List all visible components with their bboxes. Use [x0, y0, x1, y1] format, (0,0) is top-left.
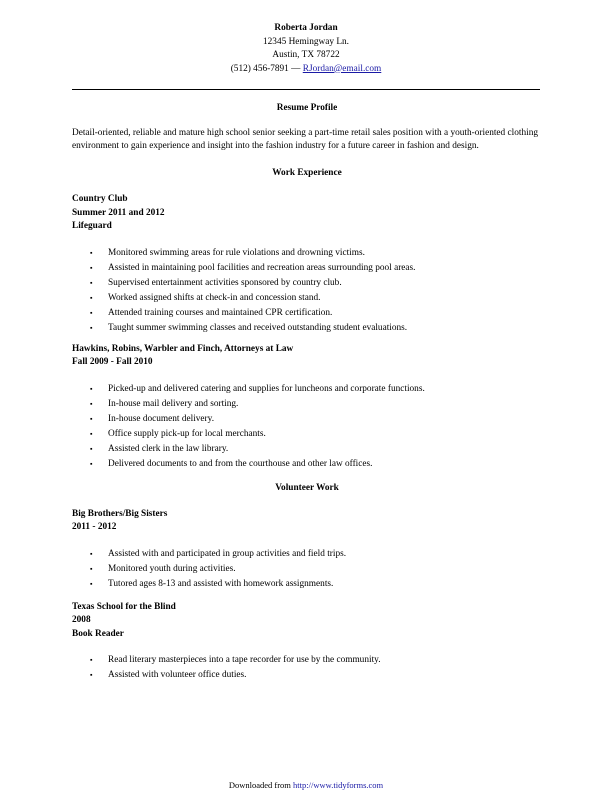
list-item: ▪ Read literary masterpieces into a tape recorder for use by the community. — [90, 655, 381, 665]
bullet-icon: ▪ — [90, 564, 93, 573]
list-item: ▪ Supervised entertainment activities sponsored by country club. — [90, 277, 342, 288]
resume-body — [72, 102, 542, 684]
job-duties-list — [72, 247, 542, 337]
bullet-icon: ▪ — [90, 414, 93, 423]
bullet-icon: ▪ — [90, 293, 93, 302]
list-item: ▪ Attended training courses and maintained CPR certification. — [90, 307, 333, 318]
list-item: ▪ Assisted clerk in the law library. — [90, 443, 229, 454]
list-item: ▪ Monitored youth during activities. — [90, 563, 236, 574]
city-state-zip: Austin, TX 78722 — [272, 50, 340, 60]
job-employer: Hawkins, Robins, Warbler and Finch, Attorneys at Law — [72, 343, 294, 354]
volunteer-role: Book Reader — [72, 628, 124, 639]
list-item: ▪ Assisted in maintaining pool facilities and recreation areas surrounding pool areas. — [90, 262, 416, 273]
bullet-icon: ▪ — [90, 549, 93, 558]
applicant-name: Roberta Jordan — [274, 23, 338, 33]
bullet-icon: ▪ — [90, 384, 93, 393]
contact-header — [0, 22, 612, 76]
section-title-work: Work Experience — [272, 168, 342, 178]
job-entry — [72, 343, 542, 473]
list-item: ▪ Delivered documents to and from the courthouse and other law offices. — [90, 458, 373, 469]
bullet-icon: ▪ — [90, 323, 93, 332]
list-item: ▪ In-house mail delivery and sorting. — [90, 398, 239, 409]
list-item: ▪ In-house document delivery. — [90, 413, 215, 424]
section-title-profile: Resume Profile — [276, 103, 338, 113]
header-divider — [72, 89, 540, 90]
job-duties-list — [72, 383, 542, 473]
job-title: Lifeguard — [72, 221, 112, 231]
bullet-icon: ▪ — [90, 278, 93, 287]
page-footer — [0, 780, 612, 790]
job-employer: Country Club — [72, 194, 128, 204]
volunteer-duties-list — [72, 654, 542, 684]
volunteer-org: Texas School for the Blind — [72, 601, 176, 612]
volunteer-entry — [72, 508, 542, 593]
footer-link[interactable]: http://www.tidyforms.com — [293, 780, 384, 790]
bullet-icon: ▪ — [90, 248, 93, 257]
volunteer-entry — [72, 601, 542, 685]
bullet-icon: ▪ — [90, 399, 93, 408]
list-item: ▪ Office supply pick-up for local merchants. — [90, 428, 266, 439]
job-entry — [72, 193, 542, 337]
bullet-icon: ▪ — [90, 671, 93, 679]
bullet-icon: ▪ — [90, 444, 93, 453]
profile-summary: Detail-oriented, reliable and mature high school senior seeking a part-time retail sales position with a youth-oriented clothing environment to gain experience and insight into the fashion industry for a future career in fashion and design. — [72, 128, 538, 151]
volunteer-dates: 2011 - 2012 — [72, 522, 117, 532]
bullet-icon: ▪ — [90, 459, 93, 468]
phone-number: (512) 456-7891 — — [230, 63, 303, 74]
bullet-icon: ▪ — [90, 656, 93, 664]
list-item: ▪ Assisted with and participated in group activities and field trips. — [90, 548, 347, 559]
volunteer-duties-list — [72, 548, 542, 593]
bullet-icon: ▪ — [90, 263, 93, 272]
volunteer-org: Big Brothers/Big Sisters — [72, 508, 168, 519]
list-item: ▪ Assisted with volunteer office duties. — [90, 670, 247, 680]
bullet-icon: ▪ — [90, 429, 93, 438]
list-item: ▪ Taught summer swimming classes and received outstanding student evaluations. — [90, 322, 408, 333]
list-item: ▪ Tutored ages 8-13 and assisted with homework assignments. — [90, 578, 334, 589]
list-item: ▪ Monitored swimming areas for rule violations and drowning victims. — [90, 247, 365, 258]
volunteer-dates: 2008 — [72, 615, 91, 625]
phone-email-line — [0, 63, 612, 77]
job-dates: Summer 2011 and 2012 — [72, 207, 165, 218]
bullet-icon: ▪ — [90, 308, 93, 317]
bullet-icon: ▪ — [90, 579, 93, 588]
street-address: 12345 Hemingway Ln. — [263, 36, 349, 47]
section-title-volunteer: Volunteer Work — [275, 482, 339, 493]
footer-prefix: Downloaded from — [228, 780, 294, 790]
email-link[interactable]: RJordan@email.com — [302, 63, 382, 74]
job-dates: Fall 2009 - Fall 2010 — [72, 357, 153, 367]
list-item: ▪ Worked assigned shifts at check-in and concession stand. — [90, 292, 321, 303]
list-item: ▪ Picked-up and delivered catering and supplies for luncheons and corporate functions. — [90, 383, 425, 394]
